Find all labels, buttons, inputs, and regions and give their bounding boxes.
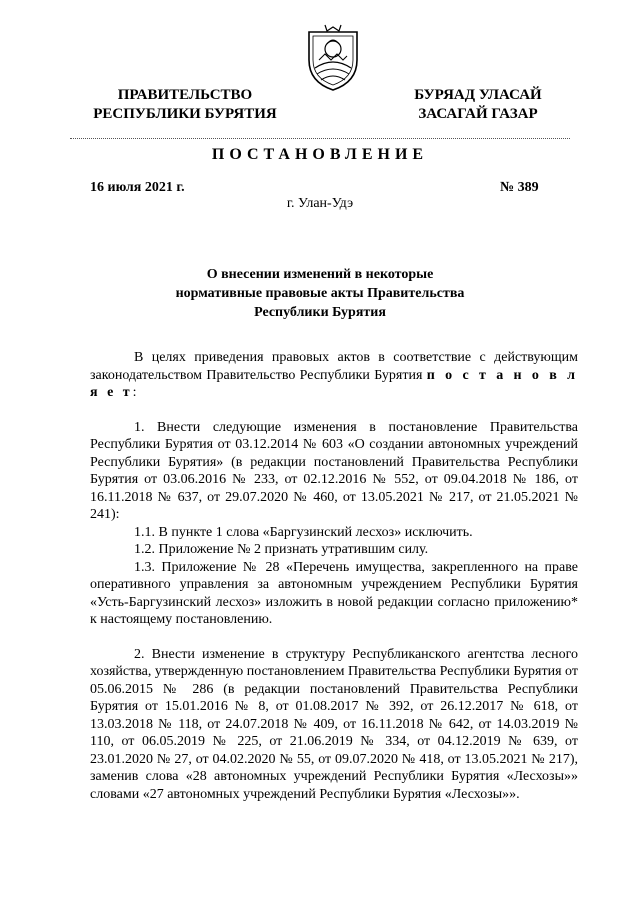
- preamble-end: :: [132, 385, 137, 400]
- item-1: 1. Внести следующие изменения в постановление Правительства Республики Бурятия от 03.12.2014 № 603 «О создании автономных учреждений Республики Бурятия» (в редакции постановлений Правительства Республики Бурятия от 03.06.2016 № 233, от 02.12.2016 № 552, от 09.04.2018 № 186, от 16.11.2018 № 637, от 29.07.2020 № 460, от 13.05.2021 № 217, от 21.05.2021 № 241):: [90, 419, 578, 522]
- header-left-line2: РЕСПУБЛИКИ БУРЯТИЯ: [93, 106, 277, 122]
- header-left-org: [80, 86, 290, 124]
- coat-of-arms-icon: [301, 22, 365, 92]
- header-left-line1: ПРАВИТЕЛЬСТВО: [117, 87, 253, 103]
- header-right-org: [388, 86, 568, 124]
- preamble-paragraph: [90, 349, 578, 402]
- item-1-2: 1.2. Приложение № 2 признать утратившим силу.: [134, 542, 429, 557]
- header-right-line1: БУРЯАД УЛАСАЙ: [414, 87, 542, 103]
- item-2: 2. Внести изменение в структуру Республиканского агентства лесного хозяйства, утвержденную постановлением Правительства Республики Бурятия от 05.06.2015 № 286 (в редакции постановлений Правительства Республики Бурятия от 15.01.2016 № 8, от 01.08.2017 № 392, от 26.12.2017 № 618, от 13.03.2018 № 118, от 24.07.2018 № 409, от 16.11.2018 № 642, от 14.03.2019 № 110, от 06.05.2019 № 225, от 21.06.2019 № 334, от 04.12.2019 № 639, от 23.01.2020 № 27, от 04.02.2020 № 55, от 09.07.2020 № 418, от 13.05.2021 № 217), заменив слова «28 автономных учреждений Республики Бурятия «Лесхозы»» словами «27 автономных учреждений Республики Бурятия «Лесхозы»».: [90, 646, 578, 802]
- document-city: г. Улан-Удэ: [286, 196, 354, 211]
- item-1-1: 1.1. В пункте 1 слова «Баргузинский лесхоз» исключить.: [134, 524, 473, 540]
- preamble-text: В целях приведения правовых актов в соответствие с действующим законодательством Правительство Республики Бурятия: [90, 350, 578, 383]
- subject-line3: Республики Бурятия: [254, 305, 386, 320]
- subject-line1: О внесении изменений в некоторые: [206, 267, 434, 282]
- document-date: 16 июля 2021 г.: [90, 180, 185, 195]
- document-type: ПОСТАНОВЛЕНИЕ: [211, 146, 429, 163]
- item-1-3: 1.3. Приложение № 28 «Перечень имущества, закрепленного на праве оперативного управления за автономным учреждением Республики Бурятия «Усть-Баргузинский лесхоз» изложить в новой редакции согласно приложению* к настоящему постановлению.: [90, 559, 578, 627]
- subject-line2: нормативные правовые акты Правительства: [175, 286, 465, 301]
- preamble-resolves: п о с т а н о в л я е т: [90, 367, 579, 400]
- document-subject: [100, 265, 540, 322]
- header-right-line2: ЗАСАГАЙ ГАЗАР: [418, 106, 538, 122]
- document-number: № 389: [500, 180, 539, 195]
- document-body: [90, 349, 578, 803]
- header-divider: [70, 138, 570, 139]
